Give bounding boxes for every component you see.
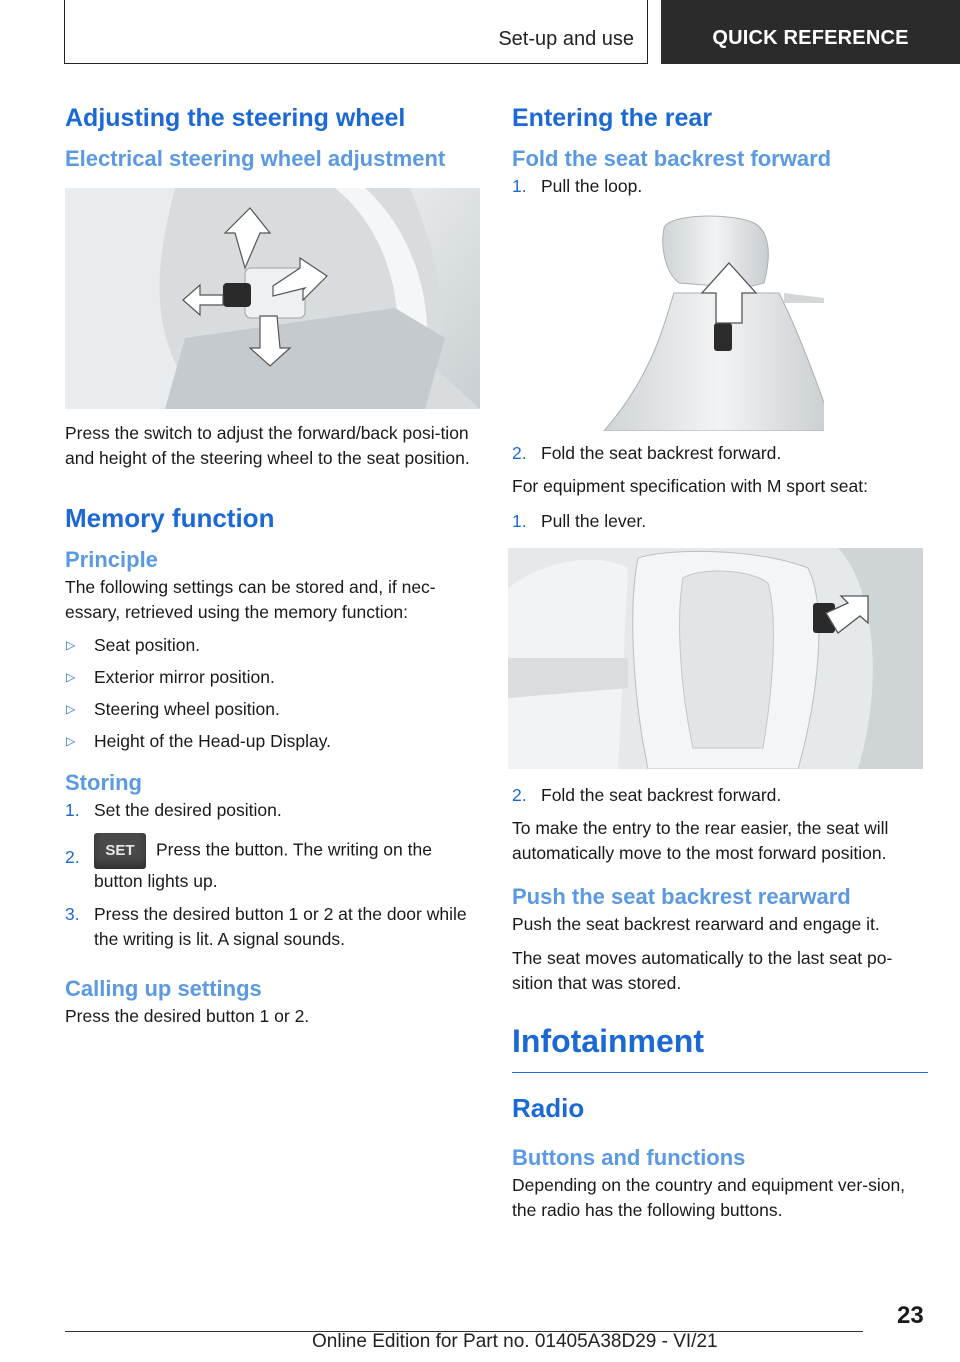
list-item: ▷ Exterior mirror position. — [65, 665, 480, 690]
heading-adjusting-steering-wheel: Adjusting the steering wheel — [65, 104, 406, 132]
bullet-triangle-icon: ▷ — [66, 638, 76, 652]
fold-steps-a — [512, 174, 928, 199]
heading-infotainment: Infotainment — [512, 1020, 928, 1073]
heading-fold-backrest: Fold the seat backrest forward — [512, 146, 832, 171]
msport-steps-b — [512, 783, 928, 808]
bullet-triangle-icon: ▷ — [66, 734, 76, 748]
fold-steps-b — [512, 441, 928, 466]
storing-steps — [65, 798, 480, 952]
heading-principle: Principle — [65, 547, 158, 572]
list-item: 1. Pull the lever. — [512, 511, 647, 531]
footer-edition: Online Edition for Part no. 01405A38D29 - VI/21 — [312, 1331, 718, 1352]
msport-steps-a — [512, 509, 928, 534]
heading-radio: Radio — [512, 1093, 585, 1123]
heading-electrical-adjustment: Electrical steering wheel adjustment — [65, 146, 446, 171]
list-item: ▷ Steering wheel position. — [65, 697, 480, 722]
list-item: ▷ Height of the Head-up Display. — [65, 729, 480, 754]
radio-text: Depending on the country and equipment ver-sion, the radio has the following buttons. — [512, 1175, 906, 1220]
page-number: 23 — [897, 1302, 924, 1329]
list-item: 3. Press the desired button 1 or 2 at the door while the writing is lit. A signal sounds. — [65, 904, 467, 949]
right-column — [512, 96, 928, 1223]
list-item: 2. Fold the seat backrest forward. — [512, 785, 782, 805]
list-item: 2. SET Press the button. The writing on the button lights up. — [65, 833, 480, 894]
seat-loop-illustration — [594, 213, 824, 431]
list-item: 2. Fold the seat backrest forward. — [512, 443, 782, 463]
list-item: ▷ Seat position. — [65, 633, 480, 658]
list-item: 1. Pull the loop. — [512, 176, 643, 196]
steering-adjustment-text: Press the switch to adjust the forward/back posi-tion and height of the steering wheel to the seat position. — [65, 423, 470, 468]
heading-push-backrest: Push the seat backrest rearward — [512, 884, 851, 909]
list-item: 1. Set the desired position. — [65, 800, 282, 820]
bullet-triangle-icon: ▷ — [66, 670, 76, 684]
set-button-icon: SET — [94, 833, 146, 869]
page-header — [64, 0, 960, 66]
memory-settings-list — [65, 633, 480, 754]
principle-text: The following settings can be stored and, if nec-essary, retrieved using the memory function: — [65, 577, 436, 622]
entry-text: To make the entry to the rear easier, the seat will automatically move to the most forward position. — [512, 818, 889, 863]
heading-memory-function: Memory function — [65, 503, 275, 533]
steering-adjustment-illustration — [65, 188, 480, 409]
bullet-triangle-icon: ▷ — [66, 702, 76, 716]
heading-entering-rear: Entering the rear — [512, 104, 713, 132]
heading-calling-up-settings: Calling up settings — [65, 976, 262, 1001]
header-section-title: Set-up and use — [498, 28, 634, 50]
header-chapter-tab: QUICK REFERENCE — [661, 0, 960, 64]
push-text: Push the seat backrest rearward and engage it. — [512, 914, 880, 934]
seat-moves-text: The seat moves automatically to the last seat po-sition that was stored. — [512, 948, 893, 993]
left-column — [65, 96, 480, 1029]
heading-buttons-functions: Buttons and functions — [512, 1145, 746, 1170]
msport-text: For equipment specification with M sport seat: — [512, 476, 868, 496]
m-sport-seat-illustration — [508, 548, 923, 769]
calling-up-text: Press the desired button 1 or 2. — [65, 1006, 310, 1026]
heading-storing: Storing — [65, 770, 142, 795]
